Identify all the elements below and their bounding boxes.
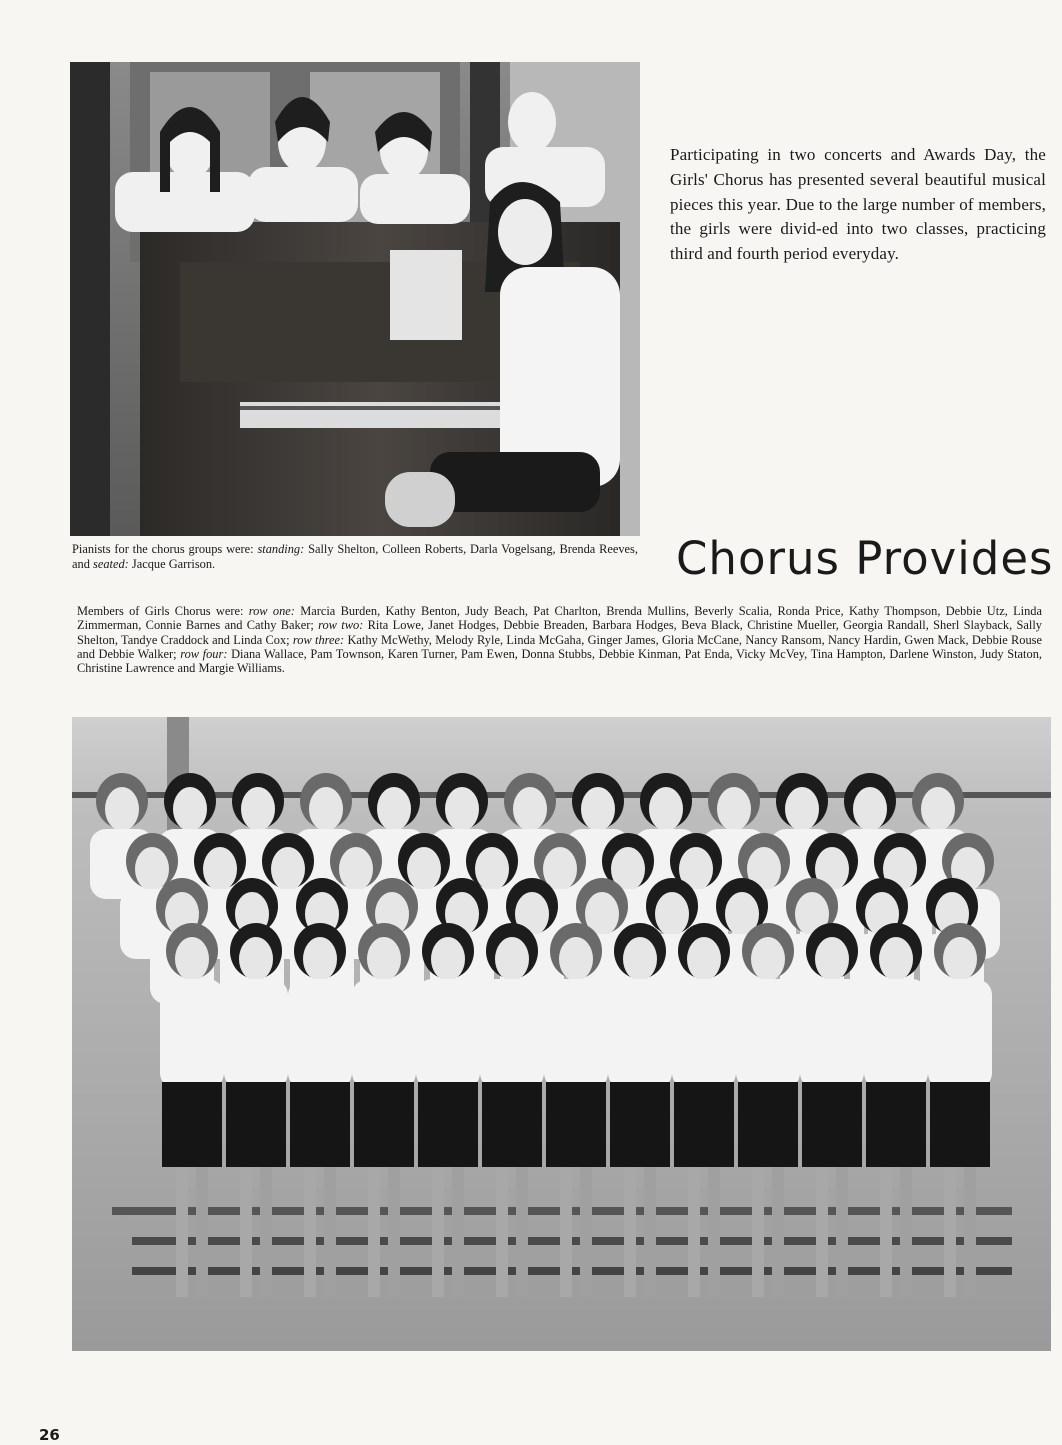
chorus-group-photo <box>72 717 1051 1351</box>
members-caption <box>77 604 1042 675</box>
standing-names: Sally Shelton, Colleen Roberts, Darla Vogelsang, Brenda Reeves, and <box>72 542 638 571</box>
row-two-names: Rita Lowe, Janet Hodges, Debbie Breaden, Barbara Hodges, Beva Black, Christine Mueller, Georgia Randall, Sherl Slayback, Sally Shelton, Tandye Craddock and Linda Cox; <box>77 618 1042 647</box>
row-two-label: row two: <box>318 618 364 633</box>
pianists-photo <box>70 62 640 536</box>
page-headline: Chorus Provides <box>676 532 1054 585</box>
photo-icon <box>70 62 640 536</box>
standing-label: standing: <box>257 542 305 556</box>
row-one-names: Marcia Burden, Kathy Benton, Judy Beach, Pat Charlton, Brenda Mullins, Beverly Scalia, Ronda Price, Kathy Thompson, Debbie Utz, Linda Zimmerman, Connie Barnes and Cathy Baker; <box>77 604 1042 633</box>
pianists-caption <box>72 542 638 571</box>
row-one-label: row one: <box>248 604 295 618</box>
row-three-label: row three: <box>292 632 345 647</box>
members-caption-prefix: Members of Girls Chorus were: <box>77 604 244 618</box>
pianists-caption-prefix: Pianists for the chorus groups were: <box>72 542 254 556</box>
row-three-names: Kathy McWethy, Melody Ryle, Linda McGaha, Ginger James, Gloria McCane, Nancy Ransom, Nancy Hardin, Gwen Mack, Debbie Rouse and Debbie Walker; <box>77 632 1042 661</box>
intro-paragraph: Participating in two concerts and Awards Day, the Girls' Chorus has presented several beautiful musical pieces this year. Due to the large number of members, the girls were divid-ed into two classes, practicing third and fourth period everyday. <box>670 145 1046 264</box>
row-four-label: row four: <box>180 646 228 661</box>
row-four-names: Diana Wallace, Pam Townson, Karen Turner, Pam Ewen, Donna Stubbs, Debbie Kinman, Pat Enda, Vicky McVey, Tina Hampton, Darlene Winston, Judy Staton, Christine Lawrence and Margie Williams. <box>77 646 1042 676</box>
seated-names: Jacque Garrison. <box>131 556 216 571</box>
photo-icon <box>72 717 1051 1351</box>
seated-label: seated: <box>93 556 129 571</box>
page-number: 26 <box>39 1426 60 1444</box>
